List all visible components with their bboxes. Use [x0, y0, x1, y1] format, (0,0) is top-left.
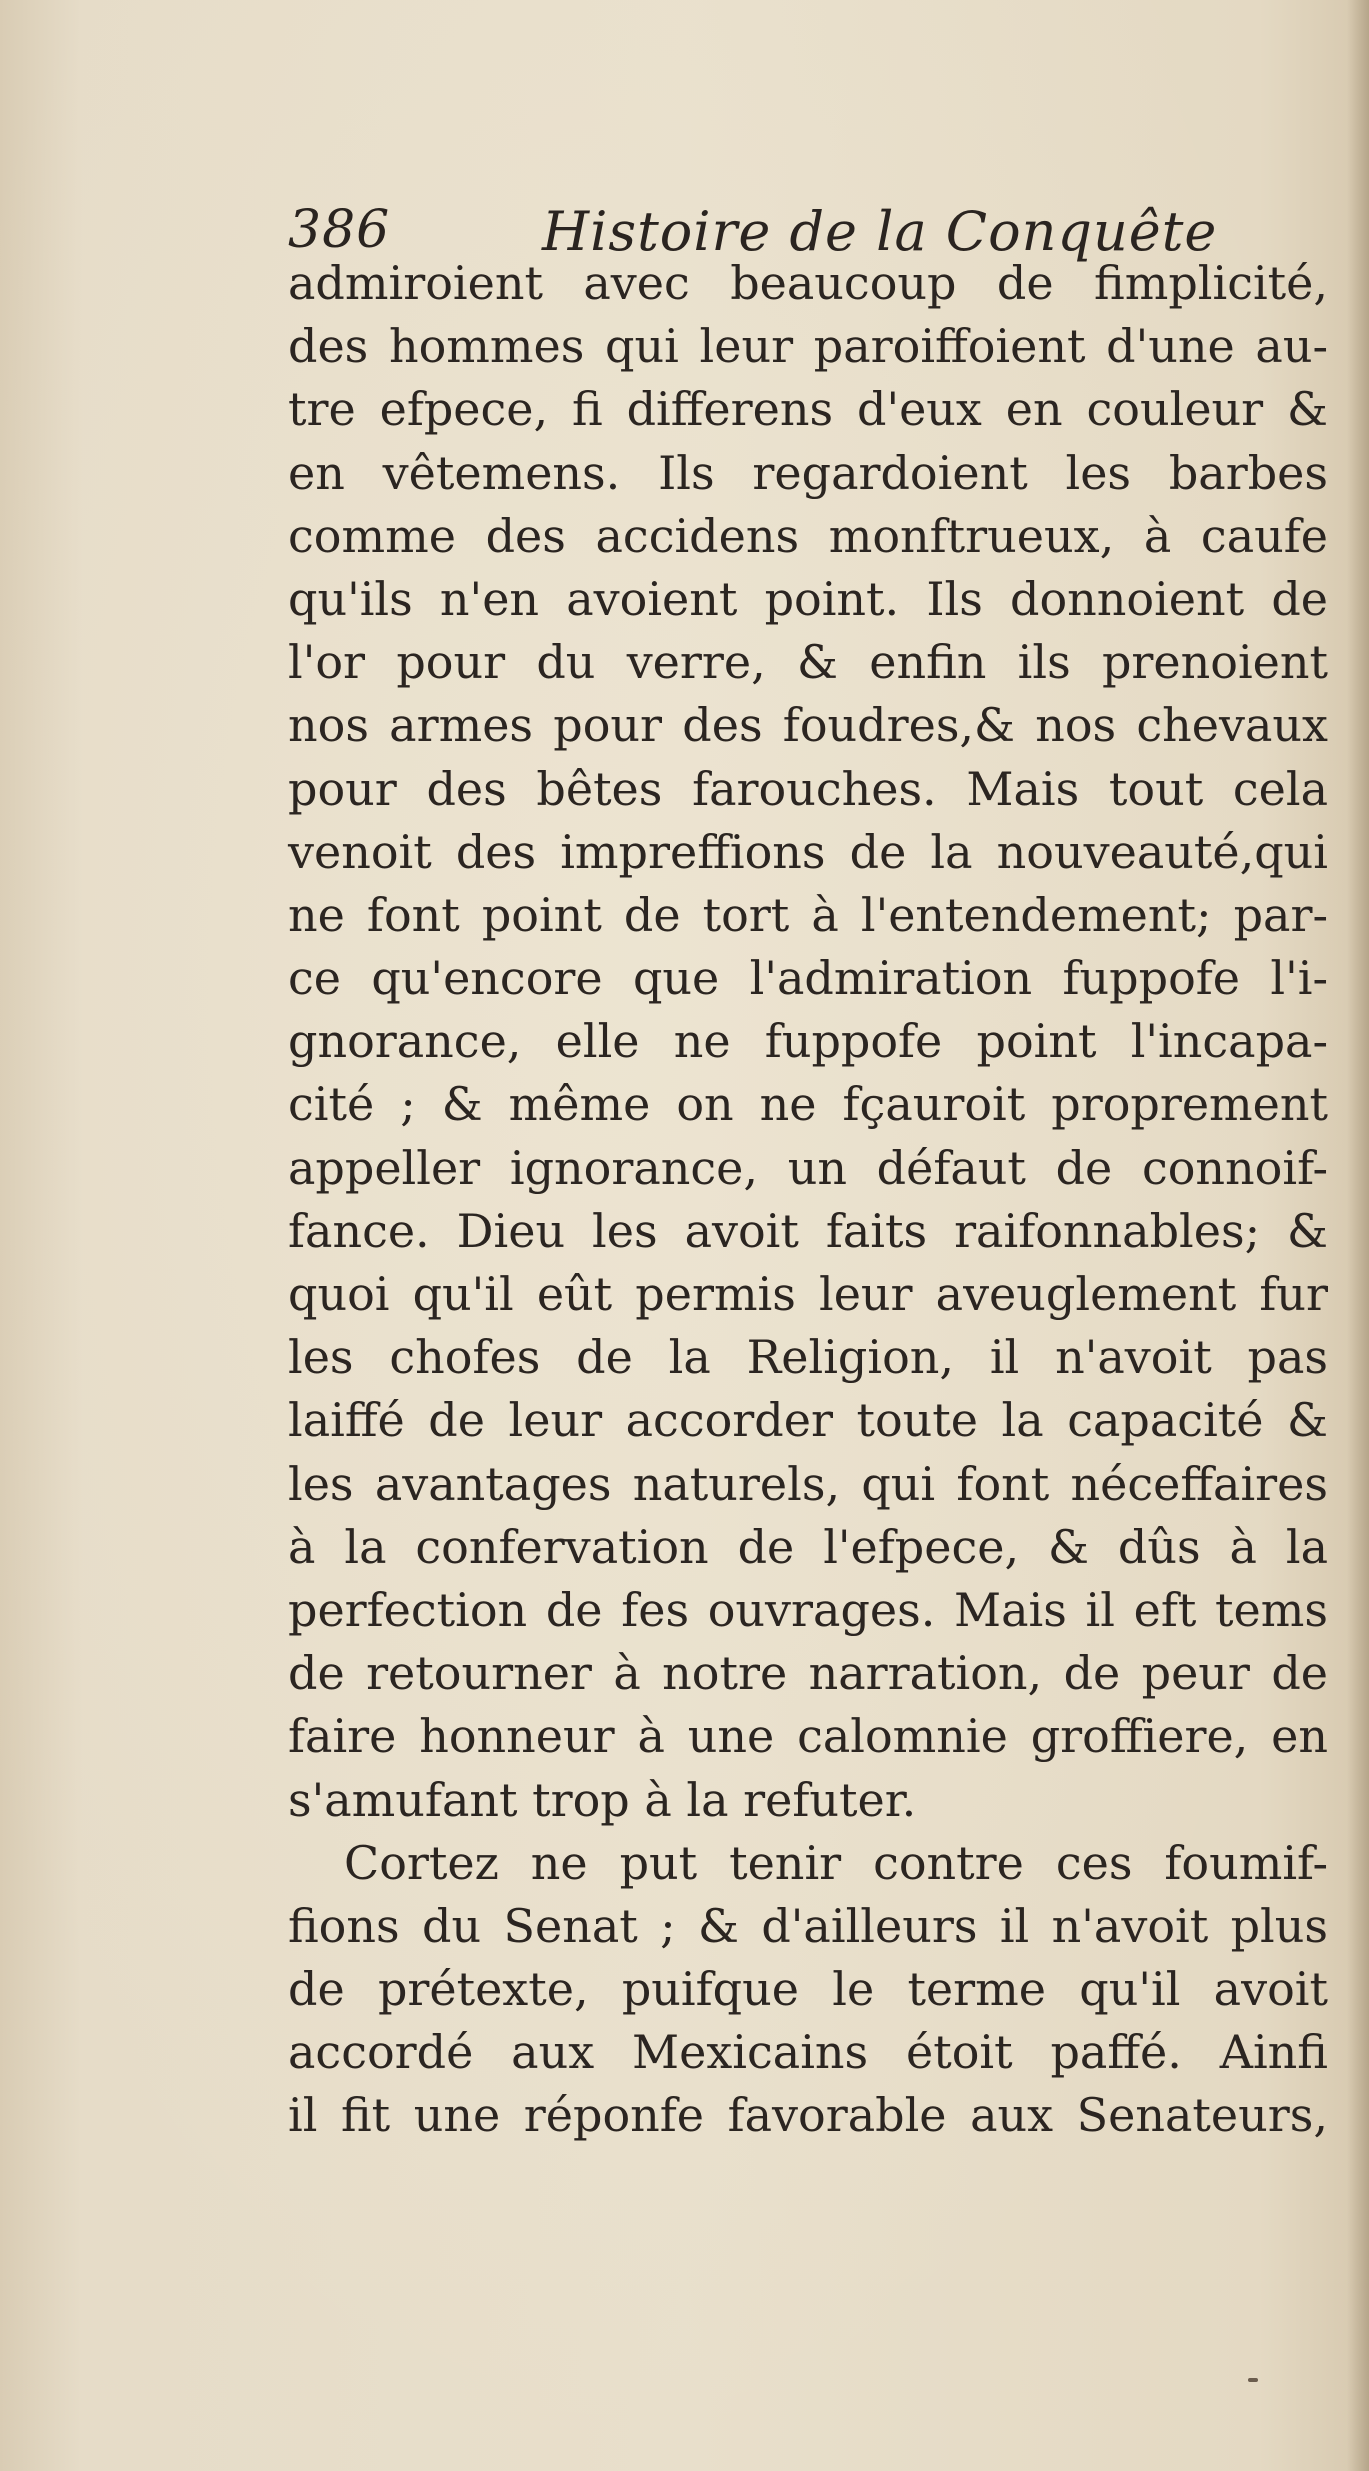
paragraph-start-line: Cortez ne put tenir contre ces foumif-: [344, 1835, 1328, 1890]
text-line: tre efpece, fi differens d'eux en couleur &: [288, 382, 1328, 437]
text-line: faire honneur à une calomnie groffiere, en: [288, 1709, 1328, 1764]
text-line: de retourner à notre narration, de peur de: [288, 1646, 1328, 1701]
text-line: à la confervation de l'efpece, & dûs à la: [288, 1519, 1328, 1574]
text-line: venoit des impreffions de la nouveauté,qui: [288, 824, 1328, 879]
text-line: comme des accidens monftrueux, à caufe: [288, 508, 1328, 563]
text-line: laiffé de leur accorder toute la capacité &: [288, 1393, 1328, 1448]
text-line: en vêtemens. Ils regardoient les barbes: [288, 445, 1328, 500]
text-line: perfection de fes ouvrages. Mais il eft tems: [288, 1582, 1328, 1637]
page-edge-shadow: [1347, 0, 1369, 2471]
text-line: admiroient avec beaucoup de fimplicité,: [288, 256, 1328, 310]
text-line: de prétexte, puifque le terme qu'il avoit: [288, 1962, 1328, 2017]
text-line: cité ; & même on ne fçauroit proprement: [288, 1077, 1328, 1132]
text-line: quoi qu'il eût permis leur aveuglement fur: [288, 1267, 1328, 1321]
text-line: appeller ignorance, un défaut de connoif-: [288, 1140, 1328, 1195]
page-number: 386: [288, 200, 391, 260]
text-line: qu'ils n'en avoient point. Ils donnoient de: [288, 571, 1328, 626]
text-line: s'amufant trop à la refuter.: [288, 1772, 917, 1827]
text-line: fions du Senat ; & d'ailleurs il n'avoit plus: [288, 1898, 1328, 1953]
text-line: des hommes qui leur paroiffoient d'une au-: [288, 319, 1328, 374]
body-text: [288, 252, 1328, 2148]
text-line: pour des bêtes farouches. Mais tout cela: [288, 761, 1328, 816]
ink-speck: [1248, 2378, 1258, 2382]
text-line: les avantages naturels, qui font néceffaires: [288, 1456, 1328, 1511]
text-line: il fit une réponfe favorable aux Senateurs,: [288, 2088, 1328, 2143]
text-line: ce qu'encore que l'admiration fuppofe l'i-: [288, 951, 1328, 1006]
text-line: nos armes pour des foudres,& nos chevaux: [288, 698, 1328, 753]
text-line: l'or pour du verre, & enfin ils prenoient: [288, 635, 1328, 690]
text-line: gnorance, elle ne fuppofe point l'incapa-: [288, 1014, 1328, 1069]
text-line: fance. Dieu les avoit faits raifonnables; &: [288, 1203, 1328, 1258]
text-line: accordé aux Mexicains étoit paffé. Ainfi: [288, 2025, 1328, 2080]
running-title: Histoire de la Conquête: [542, 200, 1218, 263]
text-line: ne font point de tort à l'entendement; par-: [288, 887, 1328, 942]
text-line: les chofes de la Religion, il n'avoit pas: [288, 1330, 1328, 1385]
